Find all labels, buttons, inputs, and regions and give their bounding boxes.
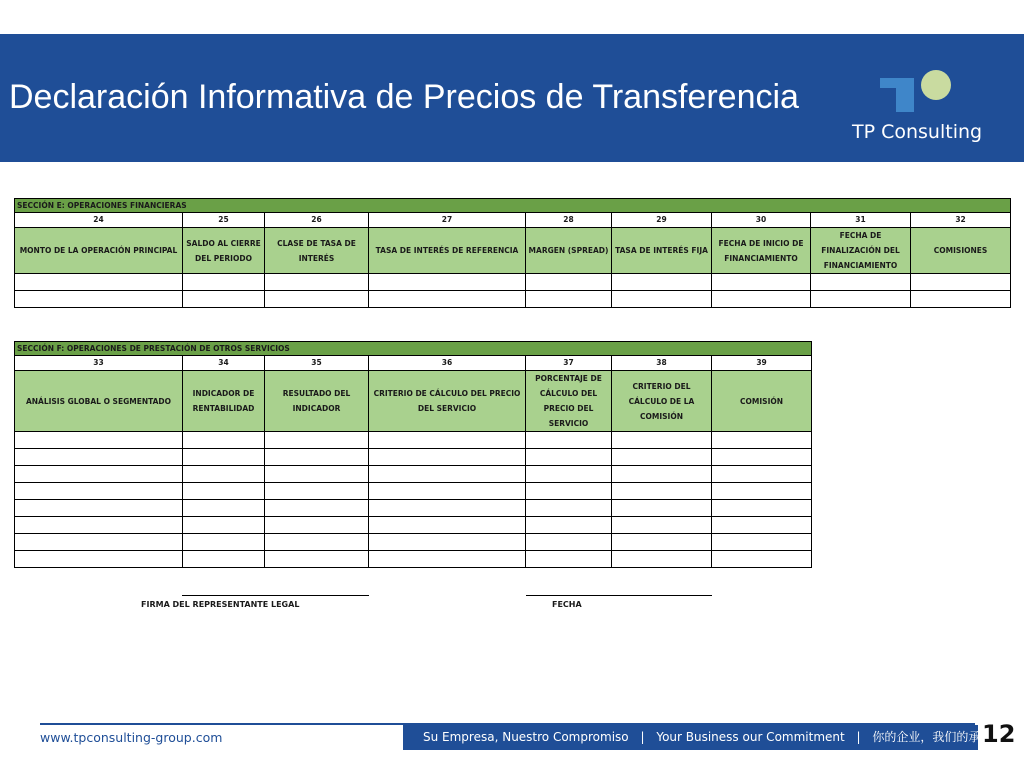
column-header: FECHA DE FINALIZACIÓN DEL FINANCIAMIENTO bbox=[811, 228, 911, 274]
blank-cell[interactable] bbox=[612, 432, 712, 449]
column-number: 28 bbox=[526, 213, 612, 228]
blank-cell[interactable] bbox=[183, 517, 265, 534]
column-number: 29 bbox=[612, 213, 712, 228]
column-header: PORCENTAJE DE CÁLCULO DEL PRECIO DEL SERVICIO bbox=[526, 371, 612, 432]
table-row bbox=[15, 551, 812, 568]
blank-cell[interactable] bbox=[265, 551, 369, 568]
blank-cell[interactable] bbox=[712, 274, 811, 291]
column-header: FECHA DE INICIO DE FINANCIAMIENTO bbox=[712, 228, 811, 274]
column-header: COMISIONES bbox=[911, 228, 1011, 274]
blank-cell[interactable] bbox=[526, 291, 612, 308]
blank-cell[interactable] bbox=[526, 551, 612, 568]
blank-cell[interactable] bbox=[15, 432, 183, 449]
column-number: 38 bbox=[612, 356, 712, 371]
blank-cell[interactable] bbox=[811, 291, 911, 308]
table-row bbox=[15, 466, 812, 483]
blank-cell[interactable] bbox=[369, 432, 526, 449]
column-header: ANÁLISIS GLOBAL O SEGMENTADO bbox=[15, 371, 183, 432]
blank-cell[interactable] bbox=[712, 534, 812, 551]
blank-cell[interactable] bbox=[612, 551, 712, 568]
blank-cell[interactable] bbox=[369, 551, 526, 568]
slogan-chinese: 你的企业，我们的承诺 bbox=[872, 730, 993, 744]
column-header: SALDO AL CIERRE DEL PERIODO bbox=[183, 228, 265, 274]
column-header: CRITERIO DE CÁLCULO DEL PRECIO DEL SERVICIO bbox=[369, 371, 526, 432]
signature-label-representative: FIRMA DEL REPRESENTANTE LEGAL bbox=[141, 600, 300, 609]
blank-cell[interactable] bbox=[183, 449, 265, 466]
blank-cell[interactable] bbox=[15, 291, 183, 308]
table-row bbox=[15, 449, 812, 466]
blank-cell[interactable] bbox=[612, 517, 712, 534]
section-f-header-row bbox=[15, 371, 812, 432]
blank-cell[interactable] bbox=[183, 466, 265, 483]
blank-cell[interactable] bbox=[612, 449, 712, 466]
blank-cell[interactable] bbox=[15, 551, 183, 568]
blank-cell[interactable] bbox=[612, 291, 712, 308]
column-header: TASA DE INTERÉS DE REFERENCIA bbox=[369, 228, 526, 274]
blank-cell[interactable] bbox=[15, 534, 183, 551]
blank-cell[interactable] bbox=[612, 483, 712, 500]
blank-cell[interactable] bbox=[369, 534, 526, 551]
blank-cell[interactable] bbox=[369, 449, 526, 466]
blank-cell[interactable] bbox=[15, 517, 183, 534]
blank-cell[interactable] bbox=[369, 274, 526, 291]
blank-cell[interactable] bbox=[526, 517, 612, 534]
column-header: COMISIÓN bbox=[712, 371, 812, 432]
column-number: 30 bbox=[712, 213, 811, 228]
blank-cell[interactable] bbox=[526, 500, 612, 517]
signature-label-date: FECHA bbox=[552, 600, 582, 609]
column-number: 39 bbox=[712, 356, 812, 371]
logo-text: TP Consulting bbox=[852, 121, 983, 143]
blank-cell[interactable] bbox=[15, 274, 183, 291]
blank-cell[interactable] bbox=[712, 551, 812, 568]
column-number: 24 bbox=[15, 213, 183, 228]
blank-cell[interactable] bbox=[369, 291, 526, 308]
blank-cell[interactable] bbox=[15, 483, 183, 500]
blank-cell[interactable] bbox=[712, 449, 812, 466]
table-row bbox=[15, 534, 812, 551]
blank-cell[interactable] bbox=[183, 551, 265, 568]
section-e-table bbox=[14, 198, 1011, 308]
blank-cell[interactable] bbox=[183, 500, 265, 517]
table-row bbox=[15, 274, 1011, 291]
column-header: RESULTADO DEL INDICADOR bbox=[265, 371, 369, 432]
slogan-english: Your Business our Commitment bbox=[656, 730, 845, 744]
blank-cell[interactable] bbox=[526, 274, 612, 291]
blank-cell[interactable] bbox=[183, 534, 265, 551]
table-row bbox=[15, 500, 812, 517]
blank-cell[interactable] bbox=[526, 432, 612, 449]
column-header: INDICADOR DE RENTABILIDAD bbox=[183, 371, 265, 432]
blank-cell[interactable] bbox=[612, 274, 712, 291]
signature-line-representative bbox=[182, 595, 369, 596]
blank-cell[interactable] bbox=[712, 291, 811, 308]
table-row bbox=[15, 483, 812, 500]
blank-cell[interactable] bbox=[183, 432, 265, 449]
blank-cell[interactable] bbox=[15, 500, 183, 517]
footer-slogan-band bbox=[403, 725, 993, 750]
blank-cell[interactable] bbox=[811, 274, 911, 291]
blank-cell[interactable] bbox=[712, 466, 812, 483]
section-f-title: SECCIÓN F: OPERACIONES DE PRESTACIÓN DE OTROS SERVICIOS bbox=[15, 342, 812, 356]
footer-url-link[interactable]: www.tpconsulting-group.com bbox=[40, 730, 223, 745]
blank-cell[interactable] bbox=[526, 466, 612, 483]
blank-cell[interactable] bbox=[911, 274, 1011, 291]
column-number: 35 bbox=[265, 356, 369, 371]
blank-cell[interactable] bbox=[369, 517, 526, 534]
slogan-spanish: Su Empresa, Nuestro Compromiso bbox=[423, 730, 629, 744]
blank-cell[interactable] bbox=[712, 500, 812, 517]
column-header: CLASE DE TASA DE INTERÉS bbox=[265, 228, 369, 274]
column-number: 37 bbox=[526, 356, 612, 371]
blank-cell[interactable] bbox=[526, 449, 612, 466]
column-number: 32 bbox=[911, 213, 1011, 228]
blank-cell[interactable] bbox=[265, 274, 369, 291]
section-f-table bbox=[14, 341, 812, 568]
blank-cell[interactable] bbox=[265, 449, 369, 466]
blank-cell[interactable] bbox=[15, 466, 183, 483]
blank-cell[interactable] bbox=[265, 500, 369, 517]
column-number: 36 bbox=[369, 356, 526, 371]
section-f-number-row bbox=[15, 356, 812, 371]
signature-line-date bbox=[526, 595, 712, 596]
column-number: 31 bbox=[811, 213, 911, 228]
column-header: MARGEN (SPREAD) bbox=[526, 228, 612, 274]
table-row bbox=[15, 517, 812, 534]
column-number: 34 bbox=[183, 356, 265, 371]
column-header: TASA DE INTERÉS FIJA bbox=[612, 228, 712, 274]
blank-cell[interactable] bbox=[369, 483, 526, 500]
section-e-header-row bbox=[15, 228, 1011, 274]
blank-cell[interactable] bbox=[15, 449, 183, 466]
column-number: 33 bbox=[15, 356, 183, 371]
column-header: CRITERIO DEL CÁLCULO DE LA COMISIÓN bbox=[612, 371, 712, 432]
table-row bbox=[15, 291, 1011, 308]
blank-cell[interactable] bbox=[265, 432, 369, 449]
blank-cell[interactable] bbox=[183, 483, 265, 500]
section-e-number-row bbox=[15, 213, 1011, 228]
slogan-separator: | bbox=[856, 730, 861, 744]
column-number: 25 bbox=[183, 213, 265, 228]
table-row bbox=[15, 432, 812, 449]
blank-cell[interactable] bbox=[265, 517, 369, 534]
blank-cell[interactable] bbox=[265, 534, 369, 551]
blank-cell[interactable] bbox=[911, 291, 1011, 308]
blank-cell[interactable] bbox=[526, 534, 612, 551]
slide-number: 12 bbox=[982, 720, 1016, 748]
blank-cell[interactable] bbox=[526, 483, 612, 500]
blank-cell[interactable] bbox=[265, 291, 369, 308]
page-title: Declaración Informativa de Precios de Transferencia bbox=[9, 78, 799, 116]
blank-cell[interactable] bbox=[712, 432, 812, 449]
blank-cell[interactable] bbox=[612, 534, 712, 551]
column-number: 27 bbox=[369, 213, 526, 228]
blank-cell[interactable] bbox=[612, 466, 712, 483]
blank-cell[interactable] bbox=[183, 291, 265, 308]
blank-cell[interactable] bbox=[265, 483, 369, 500]
column-header: MONTO DE LA OPERACIÓN PRINCIPAL bbox=[15, 228, 183, 274]
blank-cell[interactable] bbox=[712, 517, 812, 534]
slogan-separator: | bbox=[640, 730, 645, 744]
blank-cell[interactable] bbox=[183, 274, 265, 291]
blank-cell[interactable] bbox=[369, 466, 526, 483]
blank-cell[interactable] bbox=[712, 483, 812, 500]
column-number: 26 bbox=[265, 213, 369, 228]
section-e-title: SECCIÓN E: OPERACIONES FINANCIERAS bbox=[15, 199, 1011, 213]
blank-cell[interactable] bbox=[265, 466, 369, 483]
blank-cell[interactable] bbox=[369, 500, 526, 517]
blank-cell[interactable] bbox=[612, 500, 712, 517]
